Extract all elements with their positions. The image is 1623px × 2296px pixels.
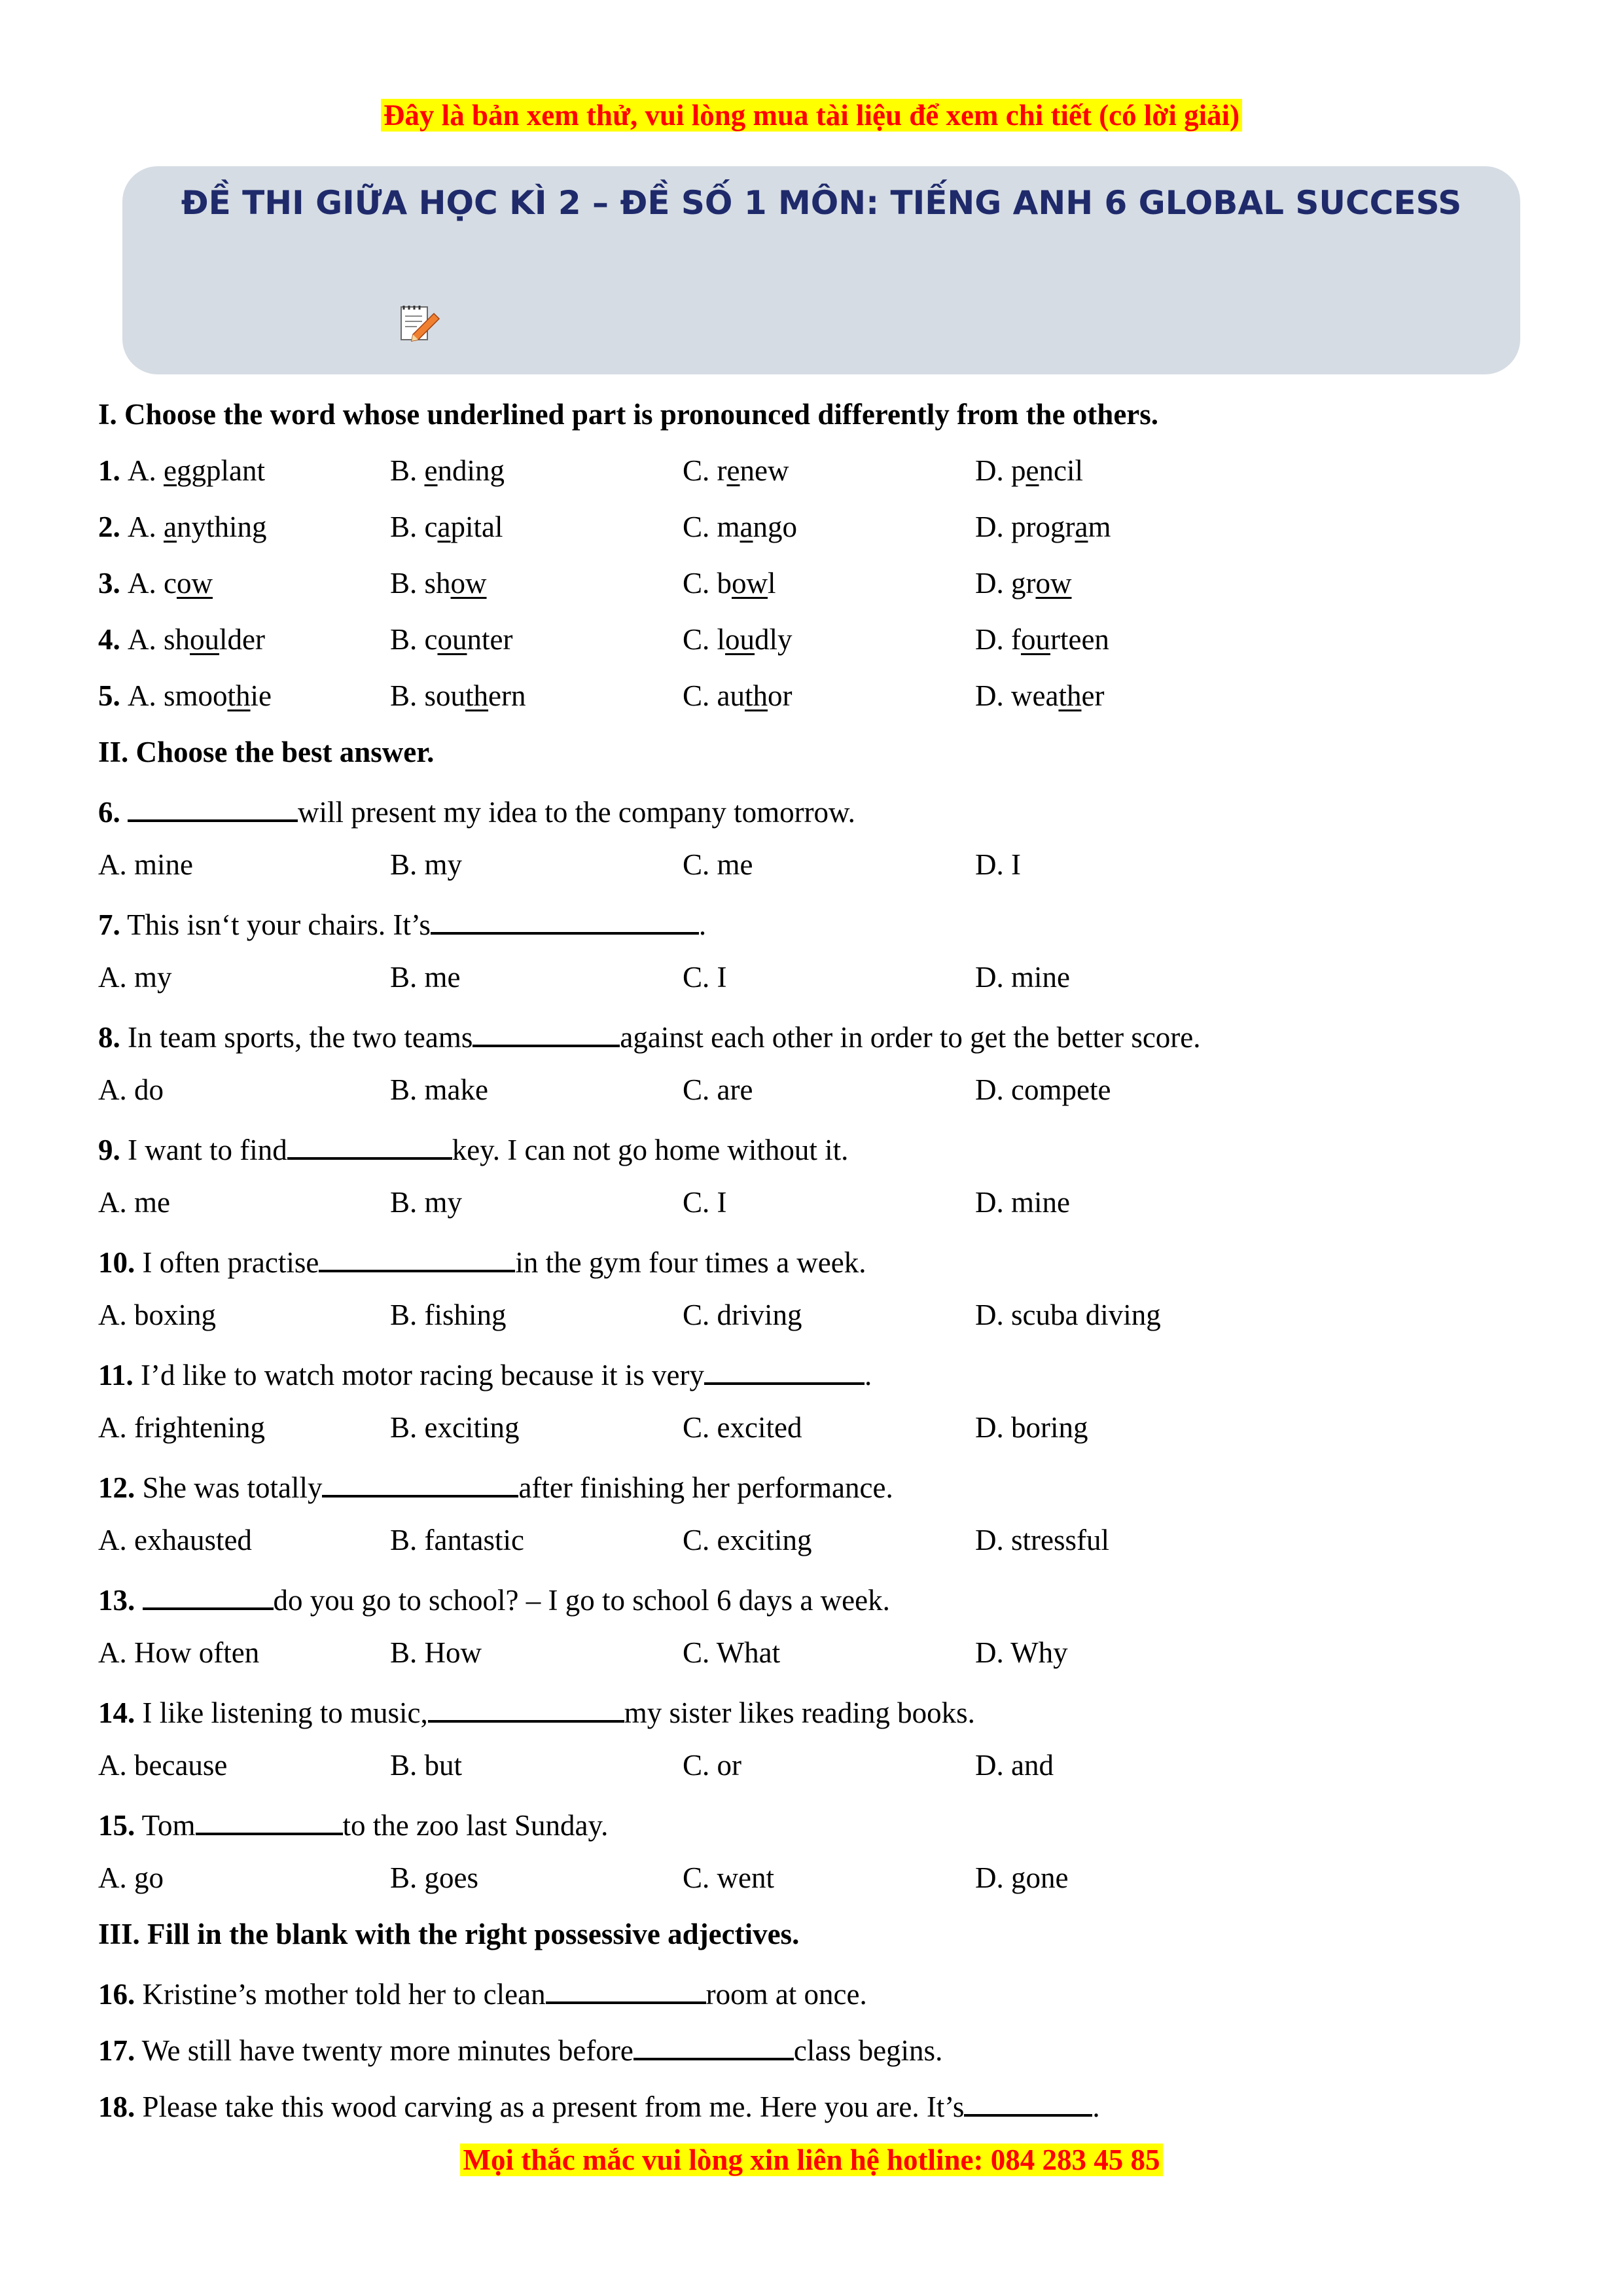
sentence-after: do you go to school? – I go to school 6 days a week. [273, 1584, 890, 1617]
underlined-part: th [465, 679, 489, 712]
answer-blank [428, 1681, 624, 1723]
options-row [98, 1850, 1538, 1906]
underlined-part: e [726, 454, 740, 487]
sentence-before: I want to find [120, 1134, 287, 1166]
option [683, 442, 789, 499]
answer-option: D. and [975, 1749, 1054, 1782]
answer-blank [196, 1793, 343, 1835]
answer-option: B. me [390, 961, 461, 994]
answer-option: D. scuba diving [975, 1299, 1161, 1331]
option-prefix: B. [390, 454, 425, 487]
sentence-before: In team sports, the two teams [120, 1021, 473, 1054]
underlined-part: ou [725, 623, 755, 656]
option-suffix: l [768, 567, 776, 600]
option [975, 611, 1109, 668]
bottom-banner [0, 2142, 1623, 2178]
question-number: 3. [98, 567, 128, 600]
answer-option: A. mine [98, 848, 193, 881]
answer-option: A. go [98, 1861, 164, 1894]
option [390, 499, 503, 555]
answer-option: B. fantastic [390, 1524, 524, 1556]
answer-option: B. fishing [390, 1299, 507, 1331]
question-number: 18. [98, 2090, 135, 2123]
underlined-part: ou [1020, 623, 1050, 656]
option [683, 555, 776, 611]
option-prefix: B. sh [390, 567, 451, 600]
sentence-before: I often practise [135, 1246, 319, 1279]
answer-option: A. exhausted [98, 1524, 252, 1556]
option [683, 668, 793, 724]
answer-option: D. gone [975, 1861, 1069, 1894]
top-banner [0, 97, 1623, 134]
sentence-before: Tom [135, 1809, 196, 1842]
option-suffix: or [768, 679, 793, 712]
question-sentence [98, 1230, 1538, 1287]
answer-option: A. boxing [98, 1299, 216, 1331]
option [390, 442, 505, 499]
answer-blank [704, 1343, 865, 1385]
option [390, 611, 512, 668]
answer-blank [546, 1962, 706, 2004]
option-prefix: C. b [683, 567, 732, 600]
option-prefix: B. c [390, 511, 438, 543]
underlined-part: e [164, 454, 177, 487]
sentence-after: key. I can not go home without it. [452, 1134, 849, 1166]
option-suffix: new [740, 454, 789, 487]
answer-blank [322, 1456, 518, 1498]
question-row [98, 668, 1538, 724]
option [683, 499, 797, 555]
answer-option: A. How often [98, 1636, 260, 1669]
underlined-part: e [424, 454, 438, 487]
sentence-before: This isn‘t your chairs. It’s [120, 908, 431, 941]
sentence-before: Please take this wood carving as a present from me. Here you are. It’s [135, 2090, 965, 2123]
options-row [98, 1399, 1538, 1456]
option-prefix: D. f [975, 623, 1021, 656]
question-number: 9. [98, 1134, 120, 1166]
answer-option: A. frightening [98, 1411, 265, 1444]
sentence-after: against each other in order to get the better score. [620, 1021, 1201, 1054]
underlined-part: th [227, 679, 251, 712]
sentence-before: I like listening to music, [135, 1696, 428, 1729]
option-suffix: ncil [1039, 454, 1083, 487]
option [683, 611, 793, 668]
question-sentence [98, 1681, 1538, 1737]
answer-option: C. exciting [683, 1524, 812, 1556]
question-sentence [98, 1005, 1538, 1062]
sentence-before: She was totally [135, 1471, 323, 1504]
option [98, 499, 267, 555]
question-number: 16. [98, 1978, 135, 2011]
option [975, 499, 1111, 555]
option-prefix: D. progr [975, 511, 1075, 543]
answer-option: D. I [975, 848, 1021, 881]
answer-option: B. goes [390, 1861, 478, 1894]
answer-option: B. make [390, 1073, 488, 1106]
answer-option: C. What [683, 1636, 781, 1669]
answer-option: A. my [98, 961, 172, 994]
section1-heading: I. Choose the word whose underlined part is pronounced differently from the others. [98, 398, 1159, 431]
question-sentence [98, 780, 1538, 836]
question-number: 13. [98, 1584, 135, 1617]
question-number: 1. [98, 454, 128, 487]
sentence-before [120, 796, 128, 829]
underlined-part: th [745, 679, 768, 712]
sentence-after: my sister likes reading books. [624, 1696, 975, 1729]
top-banner-text: Đây là bản xem thử, vui lòng mua tài liệu để xem chi tiết (có lời giải) [381, 99, 1242, 132]
question-sentence [98, 1118, 1538, 1174]
option-prefix: C. au [683, 679, 745, 712]
answer-blank [128, 780, 298, 822]
question-number: 6. [98, 796, 120, 829]
underlined-part: a [740, 511, 753, 543]
section2-questions [98, 780, 1538, 1906]
title-box [122, 166, 1520, 374]
options-row [98, 1624, 1538, 1681]
option-prefix: B. c [390, 623, 438, 656]
sentence-before: Kristine’s mother told her to clean [135, 1978, 546, 2011]
answer-option: D. mine [975, 1186, 1070, 1219]
option-prefix: A. [128, 454, 164, 487]
sentence-after: after finishing her performance. [518, 1471, 893, 1504]
memo-pencil-icon [397, 300, 442, 345]
option [98, 555, 213, 611]
sentence-after: room at once. [705, 1978, 867, 2011]
answer-option: B. exciting [390, 1411, 520, 1444]
answer-option: C. are [683, 1073, 753, 1106]
underlined-part: e [1026, 454, 1039, 487]
question-number: 7. [98, 908, 120, 941]
answer-blank [431, 893, 699, 935]
answer-option: C. excited [683, 1411, 802, 1444]
option-suffix: dly [755, 623, 793, 656]
option-suffix: rteen [1050, 623, 1109, 656]
question-sentence [98, 1456, 1538, 1512]
question-row [98, 611, 1538, 668]
sentence-before: I’d like to watch motor racing because it is very [133, 1359, 704, 1391]
option-suffix: ggplant [176, 454, 265, 487]
answer-option: B. my [390, 1186, 463, 1219]
answer-option: B. but [390, 1749, 463, 1782]
section2-heading: II. Choose the best answer. [98, 736, 435, 768]
options-row [98, 836, 1538, 893]
underlined-part: ow [176, 567, 213, 600]
section1-questions [98, 442, 1538, 724]
options-row [98, 1062, 1538, 1118]
option-prefix: A. [128, 511, 164, 543]
option-suffix: m [1088, 511, 1111, 543]
option-suffix: ie [250, 679, 272, 712]
sentence-after: . [698, 908, 707, 941]
underlined-part: ou [437, 623, 467, 656]
answer-option: C. or [683, 1749, 741, 1782]
question-number: 15. [98, 1809, 135, 1842]
underlined-part: ow [450, 567, 487, 600]
option [975, 555, 1071, 611]
answer-option: C. went [683, 1861, 774, 1894]
answer-option: D. stressful [975, 1524, 1109, 1556]
option-suffix: pital [450, 511, 503, 543]
option-suffix: nter [467, 623, 513, 656]
question-number: 12. [98, 1471, 135, 1504]
question-number: 17. [98, 2034, 135, 2067]
option-prefix: A. smoo [128, 679, 228, 712]
question-number: 10. [98, 1246, 135, 1279]
sentence-after: in the gym four times a week. [515, 1246, 866, 1279]
answer-option: D. boring [975, 1411, 1088, 1444]
answer-option: D. compete [975, 1073, 1111, 1106]
option [390, 668, 526, 724]
section3-heading: III. Fill in the blank with the right possessive adjectives. [98, 1918, 800, 1950]
question-number: 11. [98, 1359, 134, 1391]
option [390, 555, 487, 611]
question-number: 8. [98, 1021, 120, 1054]
underlined-part: a [164, 511, 177, 543]
option [98, 668, 272, 724]
sentence-after: . [865, 1359, 872, 1391]
answer-option: B. How [390, 1636, 482, 1669]
question-sentence [98, 1962, 1538, 2018]
answer-option: A. me [98, 1186, 170, 1219]
option-suffix: nything [176, 511, 267, 543]
options-row [98, 1287, 1538, 1343]
options-row [98, 1174, 1538, 1230]
sentence-after: class begins. [793, 2034, 943, 2067]
answer-option: A. do [98, 1073, 164, 1106]
option-prefix: A. c [128, 567, 177, 600]
answer-blank [633, 2018, 794, 2060]
answer-option: C. me [683, 848, 753, 881]
question-row [98, 499, 1538, 555]
question-sentence [98, 893, 1538, 949]
answer-option: D. mine [975, 961, 1070, 994]
answer-blank [143, 1568, 274, 1610]
answer-option: C. I [683, 961, 727, 994]
question-number: 2. [98, 511, 128, 543]
sentence-after: will present my idea to the company tomorrow. [298, 796, 855, 829]
option-prefix: D. p [975, 454, 1026, 487]
option-prefix: D. gr [975, 567, 1036, 600]
answer-option: D. Why [975, 1636, 1068, 1669]
answer-blank [473, 1005, 620, 1047]
answer-blank [964, 2075, 1092, 2117]
question-sentence [98, 2018, 1538, 2075]
sentence-before [135, 1584, 142, 1617]
option [975, 668, 1104, 724]
option [98, 442, 265, 499]
page-title: ĐỀ THI GIỮA HỌC KÌ 2 – ĐỀ SỐ 1 MÔN: TIẾNG ANH 6 GLOBAL SUCCESS [181, 184, 1462, 222]
worksheet-content [98, 386, 1538, 2131]
question-sentence [98, 1343, 1538, 1399]
bottom-banner-text: Mọi thắc mắc vui lòng xin liên hệ hotline: 084 283 45 85 [460, 2144, 1162, 2176]
question-number: 5. [98, 679, 128, 712]
options-row [98, 1512, 1538, 1568]
question-row [98, 555, 1538, 611]
option-prefix: C. m [683, 511, 740, 543]
question-sentence [98, 2075, 1538, 2131]
sentence-after: . [1092, 2090, 1100, 2123]
underlined-part: ow [1035, 567, 1072, 600]
answer-blank [319, 1230, 515, 1272]
option-suffix: ern [488, 679, 526, 712]
option-suffix: ngo [753, 511, 798, 543]
options-row [98, 1737, 1538, 1793]
question-row [98, 442, 1538, 499]
option-prefix: C. r [683, 454, 727, 487]
option-suffix: lder [219, 623, 265, 656]
options-row [98, 949, 1538, 1005]
option-prefix: A. sh [128, 623, 190, 656]
underlined-part: ou [190, 623, 220, 656]
section3-questions [98, 1962, 1538, 2131]
underlined-part: a [1075, 511, 1088, 543]
option [975, 442, 1083, 499]
underlined-part: ow [732, 567, 768, 600]
answer-blank [287, 1118, 452, 1160]
option-prefix: C. l [683, 623, 726, 656]
question-number: 4. [98, 623, 128, 656]
option-suffix: er [1081, 679, 1105, 712]
question-sentence [98, 1793, 1538, 1850]
question-number: 14. [98, 1696, 135, 1729]
underlined-part: th [1058, 679, 1082, 712]
answer-option: A. because [98, 1749, 228, 1782]
option [98, 611, 265, 668]
answer-option: C. I [683, 1186, 727, 1219]
sentence-after: to the zoo last Sunday. [342, 1809, 609, 1842]
option-suffix: nding [437, 454, 505, 487]
sentence-before: We still have twenty more minutes before [135, 2034, 633, 2067]
answer-option: B. my [390, 848, 463, 881]
underlined-part: a [437, 511, 451, 543]
answer-option: C. driving [683, 1299, 802, 1331]
option-prefix: D. wea [975, 679, 1059, 712]
question-sentence [98, 1568, 1538, 1624]
option-prefix: B. sou [390, 679, 466, 712]
